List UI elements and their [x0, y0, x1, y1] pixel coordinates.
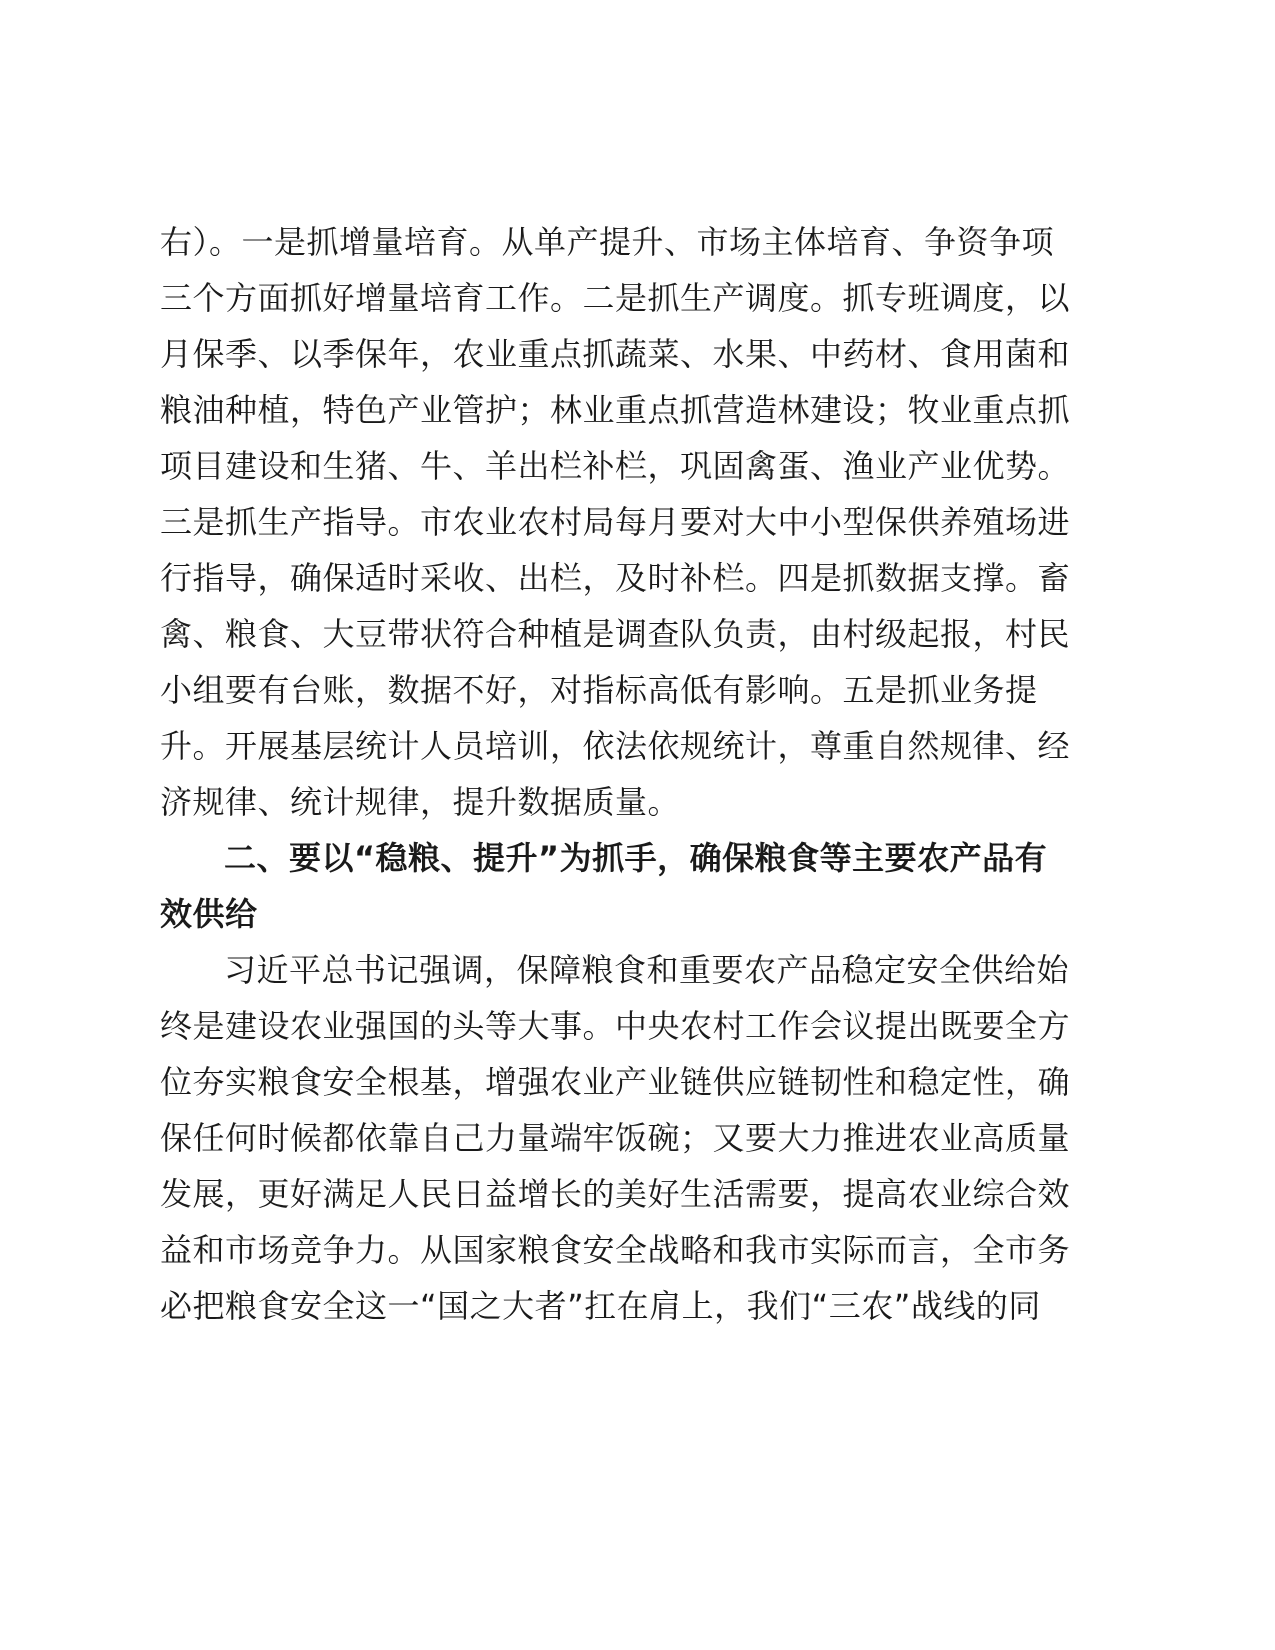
- text-line: 月保季、以季保年，农业重点抓蔬菜、水果、中药材、食用菌和: [160, 335, 1071, 373]
- text-line: 升。开展基层统计人员培训，依法依规统计，尊重自然规律、经: [160, 727, 1071, 765]
- text-line: 禽、粮食、大豆带状符合种植是调查队负责，由村级起报，村民: [160, 615, 1071, 653]
- text-line: 终是建设农业强国的头等大事。中央农村工作会议提出既要全方: [160, 1007, 1071, 1045]
- text-line: 习近平总书记强调，保障粮食和重要农产品稳定安全供给始: [224, 951, 1070, 989]
- text-line: 发展，更好满足人民日益增长的美好生活需要，提高农业综合效: [160, 1175, 1071, 1213]
- text-line: 行指导，确保适时采收、出栏，及时补栏。四是抓数据支撑。畜: [160, 559, 1071, 597]
- text-line: 保任何时候都依靠自己力量端牢饭碗；又要大力推进农业高质量: [160, 1119, 1071, 1157]
- document-body: [160, 214, 1071, 1334]
- text-line: 济规律、统计规律，提升数据质量。: [160, 783, 681, 821]
- text-line: 三个方面抓好增量培育工作。二是抓生产调度。抓专班调度，以: [160, 279, 1071, 317]
- section-heading-line: 二、要以“稳粮、提升”为抓手，确保粮食等主要农产品有: [224, 839, 1048, 877]
- text-line: 三是抓生产指导。市农业农村局每月要对大中小型保供养殖场进: [160, 503, 1071, 541]
- text-line: 小组要有台账，数据不好，对指标高低有影响。五是抓业务提: [160, 671, 1038, 709]
- text-line: 右）。一是抓增量培育。从单产提升、市场主体培育、争资争项: [160, 223, 1055, 261]
- text-line: 项目建设和生猪、牛、羊出栏补栏，巩固禽蛋、渔业产业优势。: [160, 447, 1071, 485]
- text-line: 益和市场竞争力。从国家粮食安全战略和我市实际而言，全市务: [160, 1231, 1071, 1269]
- text-line: 必把粮食安全这一“国之大者”扛在肩上，我们“三农”战线的同: [160, 1287, 1041, 1325]
- text-line: 粮油种植，特色产业管护；林业重点抓营造林建设；牧业重点抓: [160, 391, 1071, 429]
- section-heading-line: 效供给: [160, 895, 258, 933]
- text-line: 位夯实粮食安全根基，增强农业产业链供应链韧性和稳定性，确: [160, 1063, 1071, 1101]
